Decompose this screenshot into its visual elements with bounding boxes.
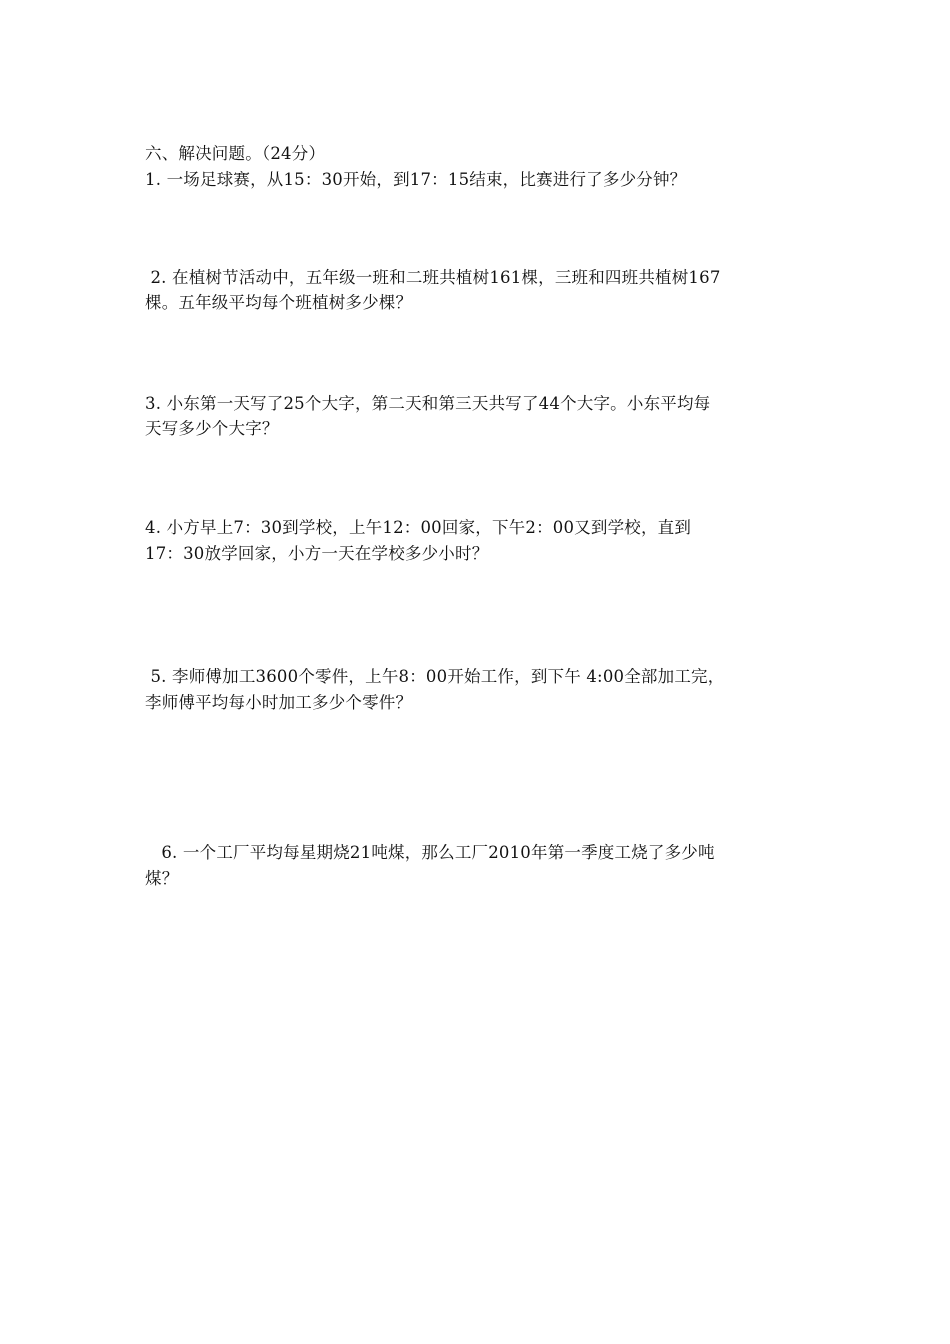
question-6-line-1: 6. 一个工厂平均每星期烧21吨煤，那么工厂2010年第一季度工烧了多少吨	[145, 843, 715, 862]
question-2-line-1: 2. 在植树节活动中，五年级一班和二班共植树161棵，三班和四班共植树167	[145, 268, 721, 287]
section-heading: 六、解决问题。（24分）	[145, 144, 326, 163]
question-5-line-2: 李师傅平均每小时加工多少个零件？	[145, 693, 413, 712]
question-4-line-2: 17：30放学回家，小方一天在学校多少小时？	[145, 544, 489, 563]
question-3-line-2: 天写多少个大字？	[145, 419, 279, 438]
question-6-line-2: 煤？	[145, 869, 179, 888]
question-5-line-1: 5. 李师傅加工3600个零件，上午8：00开始工作，到下午 4:00全部加工完，	[145, 667, 725, 686]
question-2-line-2: 棵。五年级平均每个班植树多少棵？	[145, 293, 413, 312]
question-4-line-1: 4. 小方早上7：30到学校，上午12：00回家，下午2：00又到学校，直到	[145, 518, 692, 537]
question-3-line-1: 3. 小东第一天写了25个大字，第二天和第三天共写了44个大字。小东平均每	[145, 394, 711, 413]
question-1-line-1: 1. 一场足球赛，从15：30开始，到17：15结束，比赛进行了多少分钟？	[145, 170, 687, 189]
